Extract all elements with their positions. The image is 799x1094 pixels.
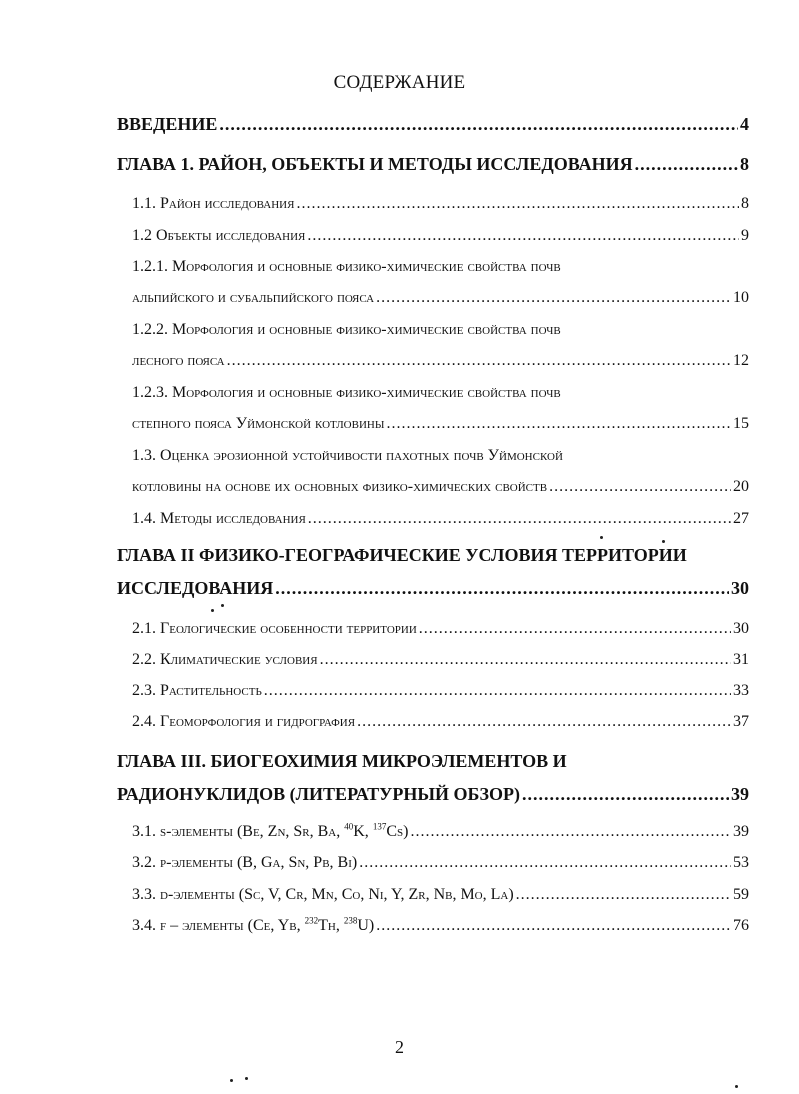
dot-leader: [296, 195, 739, 213]
toc-page-number: 10: [733, 289, 749, 306]
toc-entry-title: 1.2 Объекты исследования: [132, 227, 306, 244]
dot-leader: [516, 886, 731, 904]
dot-leader: [419, 620, 731, 638]
toc-entry-2-1[interactable]: [132, 620, 749, 638]
toc-page-number: 9: [741, 227, 749, 244]
toc-entry-3-2[interactable]: [132, 854, 749, 872]
dot-leader: [227, 352, 731, 370]
toc-entry-1-2-3-line1[interactable]: 1.2.3. Морфология и основные физико-химические свойства почв: [132, 384, 561, 401]
toc-entry-1-2-2[interactable]: [132, 352, 749, 370]
toc-entry-1-2[interactable]: [132, 227, 749, 245]
toc-entry-2-3[interactable]: [132, 682, 749, 700]
toc-entry-1-3-line1[interactable]: 1.3. Оценка эрозионной устойчивости пахотных почв Уймонской: [132, 447, 563, 464]
page-title: СОДЕРЖАНИЕ: [333, 72, 466, 93]
toc-page-number: 30: [733, 620, 749, 637]
isotope-mass-number: 232: [304, 917, 319, 926]
dot-leader: [359, 854, 731, 872]
toc-page-number: 31: [733, 651, 749, 668]
scan-speck: [245, 1077, 248, 1080]
toc-page-number: 39: [733, 823, 749, 840]
toc-entry-1-1[interactable]: [132, 195, 749, 213]
toc-entry-title: [132, 917, 374, 935]
toc-page-number: 76: [733, 917, 749, 934]
scan-speck: [230, 1079, 233, 1082]
toc-page-number: 59: [733, 886, 749, 903]
toc-entry-2-2[interactable]: [132, 651, 749, 669]
isotope-mass-number: 40: [344, 823, 354, 832]
dot-leader: [549, 478, 731, 496]
dot-leader: [376, 917, 731, 935]
toc-entry-chapter-2-line1[interactable]: ГЛАВА II ФИЗИКО-ГЕОГРАФИЧЕСКИЕ УСЛОВИЯ ТЕРРИТОРИИ: [117, 545, 687, 565]
dot-leader: [410, 823, 731, 841]
toc-entry-title: 2.3. Растительность: [132, 682, 262, 699]
toc-entry-title: [132, 823, 408, 841]
toc-entry-1-2-1[interactable]: [132, 289, 749, 307]
toc-entry-1-4[interactable]: [132, 510, 749, 528]
scan-speck: [221, 604, 224, 607]
page-number: 2: [395, 1037, 404, 1057]
toc-entry-title: альпийского и субальпийского пояса: [132, 289, 375, 306]
toc-page-number: 20: [733, 478, 749, 495]
toc-entry-title-part: Cs): [386, 823, 409, 840]
toc-entry-title: ГЛАВА 1. РАЙОН, ОБЪЕКТЫ И МЕТОДЫ ИССЛЕДОВАНИЯ: [117, 154, 633, 174]
toc-entry-chapter-1[interactable]: [117, 154, 749, 175]
toc-page-number: 30: [731, 578, 749, 598]
isotope-mass-number: 137: [372, 823, 387, 832]
toc-entry-title: котловины на основе их основных физико-химических свойств: [132, 478, 548, 495]
toc-entry-3-4[interactable]: [132, 917, 749, 935]
dot-leader: [357, 713, 731, 731]
toc-entry-title: 1.4. Методы исследования: [132, 510, 306, 527]
toc-entry-title: 1.1. Район исследования: [132, 195, 295, 212]
toc-entry-1-2-3[interactable]: [132, 415, 749, 433]
toc-entry-title-part: 3.1. s-элементы (Be, Zn, Sr, Ba,: [132, 823, 345, 840]
dot-leader: [264, 682, 731, 700]
toc-entry-1-3[interactable]: [132, 478, 749, 496]
toc-page-number: 53: [733, 854, 749, 871]
dot-leader: [522, 784, 729, 805]
toc-entry-title: ВВЕДЕНИЕ: [117, 114, 218, 134]
toc-entry-title-part: Th,: [318, 917, 344, 934]
dot-leader: [376, 289, 731, 307]
toc-page-number: 12: [733, 352, 749, 369]
toc-entry-title: лесного пояса: [132, 352, 225, 369]
dot-leader: [320, 651, 731, 669]
toc-page-number: 8: [740, 154, 749, 174]
toc-entry-3-3[interactable]: [132, 886, 749, 904]
dot-leader: [308, 510, 731, 528]
toc-page-number: 27: [733, 510, 749, 527]
toc-entry-title-part: U): [357, 917, 375, 934]
dot-leader: [307, 227, 739, 245]
toc-entry-title: 2.1. Геологические особенности территории: [132, 620, 417, 637]
scan-speck: [600, 536, 603, 539]
toc-page-number: 4: [740, 114, 749, 134]
toc-entry-title-part: K,: [353, 823, 373, 840]
toc-entry-chapter-2[interactable]: [117, 578, 749, 599]
toc-entry-chapter-3[interactable]: [117, 784, 749, 805]
toc-page-number: 8: [741, 195, 749, 212]
toc-entry-title: 3.3. d-элементы (Sc, V, Cr, Mn, Co, Ni, Y, Zr, Nb, Mo, La): [132, 886, 514, 903]
toc-entry-1-2-1-line1[interactable]: 1.2.1. Морфология и основные физико-химические свойства почв: [132, 258, 561, 275]
toc-entry-chapter-3-line1[interactable]: ГЛАВА III. БИОГЕОХИМИЯ МИКРОЭЛЕМЕНТОВ И: [117, 751, 567, 771]
scan-speck: [662, 540, 665, 543]
toc-page-number: 33: [733, 682, 749, 699]
toc-entry-3-1[interactable]: [132, 823, 749, 841]
dot-leader: [386, 415, 731, 433]
toc-entry-title: ИССЛЕДОВАНИЯ: [117, 578, 274, 598]
toc-entry-title: степного пояса Уймонской котловины: [132, 415, 385, 432]
toc-entry-title: 3.2. p-элементы (B, Ga, Sn, Pb, Bi): [132, 854, 358, 871]
dot-leader: [219, 114, 738, 135]
toc-entry-introduction[interactable]: [117, 114, 749, 135]
toc-entry-title: РАДИОНУКЛИДОВ (ЛИТЕРАТУРНЫЙ ОБЗОР): [117, 784, 520, 804]
isotope-mass-number: 238: [343, 917, 358, 926]
toc-page-number: 15: [733, 415, 749, 432]
toc-entry-title: 2.2. Климатические условия: [132, 651, 318, 668]
dot-leader: [635, 154, 738, 175]
toc-entry-1-2-2-line1[interactable]: 1.2.2. Морфология и основные физико-химические свойства почв: [132, 321, 561, 338]
dot-leader: [275, 578, 729, 599]
toc-page-number: 39: [731, 784, 749, 804]
toc-entry-title-part: 3.4. f – элементы (Ce, Yb,: [132, 917, 305, 934]
toc-page-number: 37: [733, 713, 749, 730]
toc-entry-2-4[interactable]: [132, 713, 749, 731]
toc-entry-title: 2.4. Геоморфология и гидрография: [132, 713, 356, 730]
scan-speck: [735, 1085, 738, 1088]
scan-speck: [211, 609, 214, 612]
